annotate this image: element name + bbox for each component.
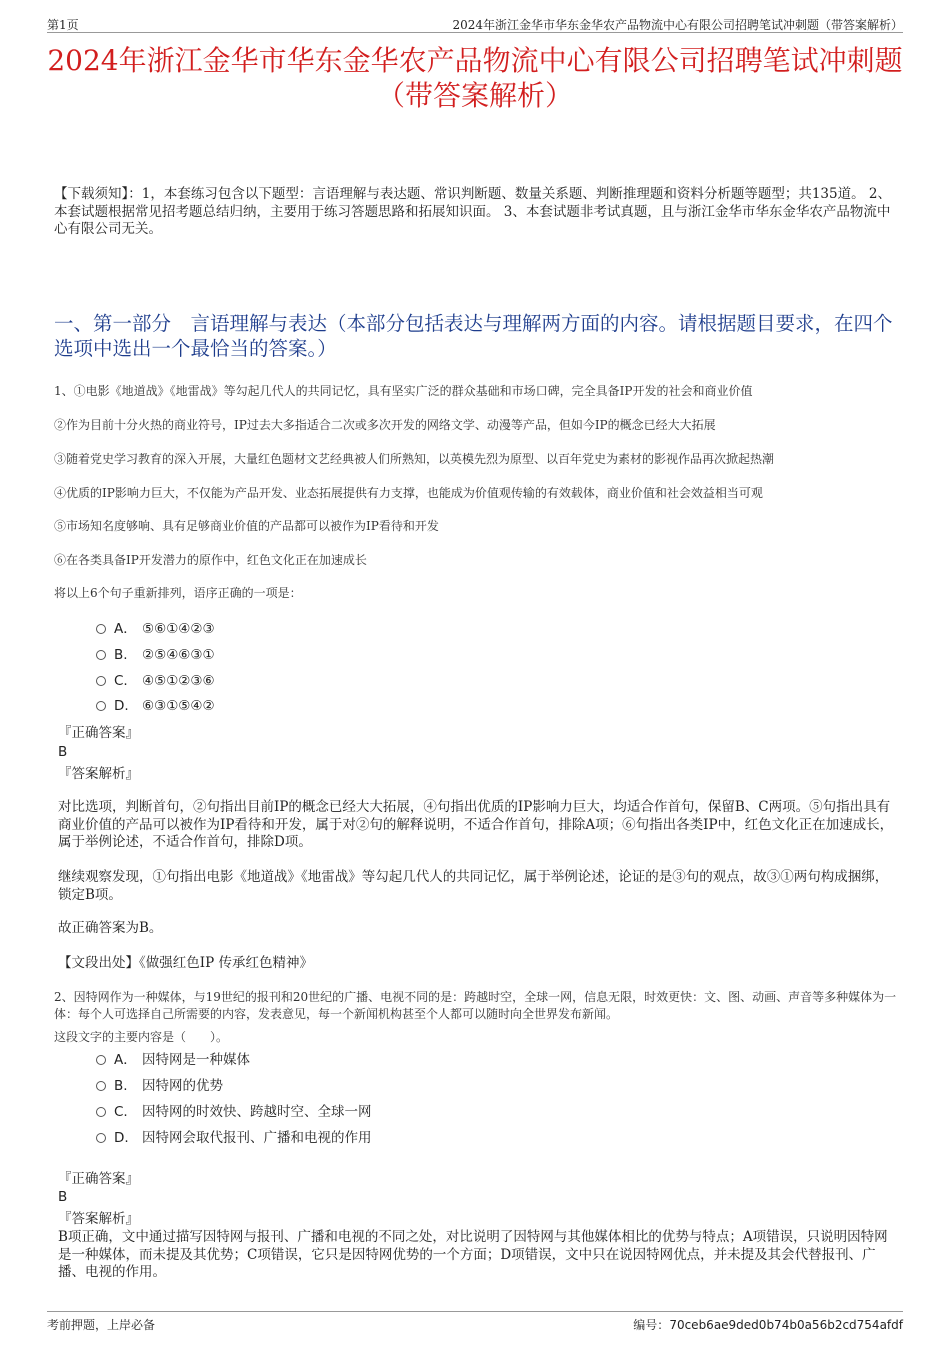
radio-icon[interactable] [96, 1107, 106, 1117]
radio-icon[interactable] [96, 1055, 106, 1065]
q1-source: 【文段出处】《做强红色IP 传承红色精神》 [58, 955, 313, 971]
section-heading: 一、第一部分 言语理解与表达（本部分包括表达与理解两方面的内容。请根据题目要求，在四个选项中选出一个最恰当的答案。） [54, 312, 893, 360]
radio-icon[interactable] [96, 624, 106, 634]
q2-option-c[interactable]: C. 因特网的时效快、跨越时空、全球一网 [96, 1103, 372, 1121]
q2-analysis: B项正确，文中通过描写因特网与报刊、广播和电视的不同之处，对比说明了因特网与其他媒体相比的优势与特点；A项错误，只说明因特网是一种媒体，而未提及其优势；C项错误，它只是因特网优势的一个方面；D项错误，文中只在说因特网优点，并未提及其会代替报刊、广播、电视的作用。 [58, 1229, 888, 1280]
q2-question: 这段文字的主要内容是（ ）。 [54, 1030, 229, 1044]
q2-option-b[interactable]: B. 因特网的优势 [96, 1077, 223, 1095]
q1-analysis-1: 对比选项，判断首句，②句指出目前IP的概念已经大大拓展，④句指出优质的IP影响力巨大，均适合作首句，保留B、C两项。⑤句指出具有商业价值的产品可以被作为IP看待和开发，属于对②句的解释说明，不适合作首句，排除A项；⑥句指出各类IP中，红色文化正在加速成长，属于举例论述，不适合作首句，排除D项。 [58, 799, 894, 850]
q1-analysis-3: 故正确答案为B。 [58, 920, 163, 936]
page-number: 第1页 [47, 18, 79, 32]
q1-stem-1: 1、①电影《地道战》《地雷战》等勾起几代人的共同记忆，具有坚实广泛的群众基础和市场口碑，完全具备IP开发的社会和商业价值 [54, 384, 753, 398]
q1-answer: B [58, 744, 68, 760]
q1-stem-2: ②作为目前十分火热的商业符号，IP过去大多指适合二次或多次开发的网络文学、动漫等产品，但如今IP的概念已经大大拓展 [54, 418, 716, 432]
footer-slogan: 考前押题，上岸必备 [47, 1318, 156, 1332]
q1-answer-label: 『正确答案』 [58, 725, 139, 741]
q2-answer-label: 『正确答案』 [58, 1171, 139, 1187]
q1-stem-4: ④优质的IP影响力巨大，不仅能为产品开发、业态拓展提供有力支撑，也能成为价值观传输的有效载体，商业价值和社会效益相当可观 [54, 486, 763, 500]
radio-icon[interactable] [96, 1081, 106, 1091]
q1-analysis-2: 继续观察发现，①句指出电影《地道战》《地雷战》等勾起几代人的共同记忆，属于举例论述，论证的是③句的观点，故③①两句构成捆绑，锁定B项。 [58, 869, 889, 903]
q1-question: 将以上6个句子重新排列，语序正确的一项是： [54, 586, 302, 600]
radio-icon[interactable] [96, 701, 106, 711]
q1-option-a[interactable]: A． ⑤⑥①④②③ [96, 620, 215, 638]
q1-analysis-label: 『答案解析』 [58, 766, 139, 782]
q2-stem: 2、因特网作为一种媒体，与19世纪的报刊和20世纪的广播、电视不同的是：跨越时空，全球一网，信息无限，时效更快：文、图、动画、声音等多种媒体为一体：每个人可选择自己所需要的内容，发表意见，每一个新闻机构甚至个人都可以随时向全世界发布新闻。 [54, 990, 897, 1021]
q1-stem-3: ③随着党史学习教育的深入开展，大量红色题材文艺经典被人们所熟知，以英模先烈为原型、以百年党史为素材的影视作品再次掀起热潮 [54, 452, 775, 466]
q2-option-a[interactable]: A． 因特网是一种媒体 [96, 1051, 250, 1069]
footer-code: 编号：70ceb6ae9ded0b74b0a56b2cd754afdf [633, 1318, 903, 1332]
q1-stem-6: ⑥在各类具备IP开发潜力的原作中，红色文化正在加速成长 [54, 553, 367, 567]
q2-answer: B [58, 1189, 68, 1205]
radio-icon[interactable] [96, 676, 106, 686]
q2-option-d[interactable]: D. 因特网会取代报刊、广播和电视的作用 [96, 1129, 372, 1147]
radio-icon[interactable] [96, 650, 106, 660]
header-doc-title: 2024年浙江金华市华东金华农产品物流中心有限公司招聘笔试冲刺题（带答案解析） [452, 18, 903, 32]
download-notice: 【下载须知】：1，本套练习包含以下题型：言语理解与表达题、常识判断题、数量关系题、判断推理题和资料分析题等题型；共135道。 2、本套试题根据常见招考题总结归纳，主要用于练习答题思路和拓展知识面。 3、本套试题非考试真题，且与浙江金华市华东金华农产品物流中心有限公司无关。 [54, 186, 891, 237]
q1-option-d[interactable]: D. ⑥③①⑤④② [96, 697, 215, 715]
q1-option-b[interactable]: B. ②⑤④⑥③① [96, 646, 215, 664]
q1-option-c[interactable]: C. ④⑤①②③⑥ [96, 672, 215, 690]
page-footer [47, 1311, 903, 1332]
q1-stem-5: ⑤市场知名度够响、具有足够商业价值的产品都可以被作为IP看待和开发 [54, 519, 439, 533]
q2-analysis-label: 『答案解析』 [58, 1211, 139, 1227]
document-title: 2024年浙江金华市华东金华农产品物流中心有限公司招聘笔试冲刺题（带答案解析） [47, 44, 903, 112]
radio-icon[interactable] [96, 1133, 106, 1143]
page-header [47, 14, 903, 33]
